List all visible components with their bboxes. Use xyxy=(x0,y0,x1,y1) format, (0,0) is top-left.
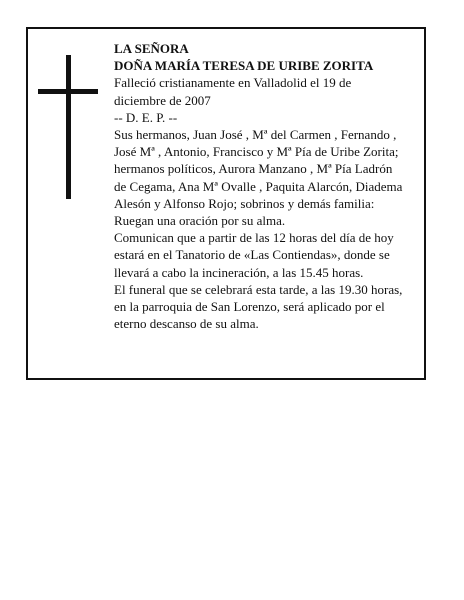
notice-line: llevará a cabo la incineración, a las 15.45 horas. xyxy=(114,264,364,280)
notice-line: eterno descanso de su alma. xyxy=(114,316,259,332)
obituary-notice xyxy=(26,27,426,380)
cross-horizontal-bar xyxy=(38,89,98,94)
notice-line: hermanos políticos, Aurora Manzano , Mª Pía Ladrón xyxy=(114,161,393,177)
notice-line: en la parroquia de San Lorenzo, será aplicado por el xyxy=(114,299,385,315)
cross-vertical-bar xyxy=(66,55,71,199)
notice-text xyxy=(114,40,420,332)
notice-line: El funeral que se celebrará esta tarde, a las 19.30 horas, xyxy=(114,281,403,297)
notice-line: Falleció cristianamente en Valladolid el 19 de xyxy=(114,75,352,91)
heading-title: LA SEÑORA xyxy=(114,41,189,56)
cross-icon xyxy=(38,55,98,199)
notice-line: José Mª , Antonio, Francisco y Mª Pía de Uribe Zorita; xyxy=(114,144,399,160)
deceased-name: DOÑA MARÍA TERESA DE URIBE ZORITA xyxy=(114,58,374,74)
notice-line: diciembre de 2007 xyxy=(114,92,211,108)
notice-line: Sus hermanos, Juan José , Mª del Carmen , Fernando , xyxy=(114,127,397,143)
notice-line: Ruegan una oración por su alma. xyxy=(114,213,286,229)
notice-line: Comunican que a partir de las 12 horas del día de hoy xyxy=(114,230,394,246)
notice-line: estará en el Tanatorio de «Las Contiendas», donde se xyxy=(114,247,390,263)
notice-line: Alesón y Alfonso Rojo; sobrinos y demás familia: xyxy=(114,195,375,211)
notice-line: de Cegama, Ana Mª Ovalle , Paquita Alarcón, Diadema xyxy=(114,178,403,194)
notice-line: -- D. E. P. -- xyxy=(114,109,178,125)
